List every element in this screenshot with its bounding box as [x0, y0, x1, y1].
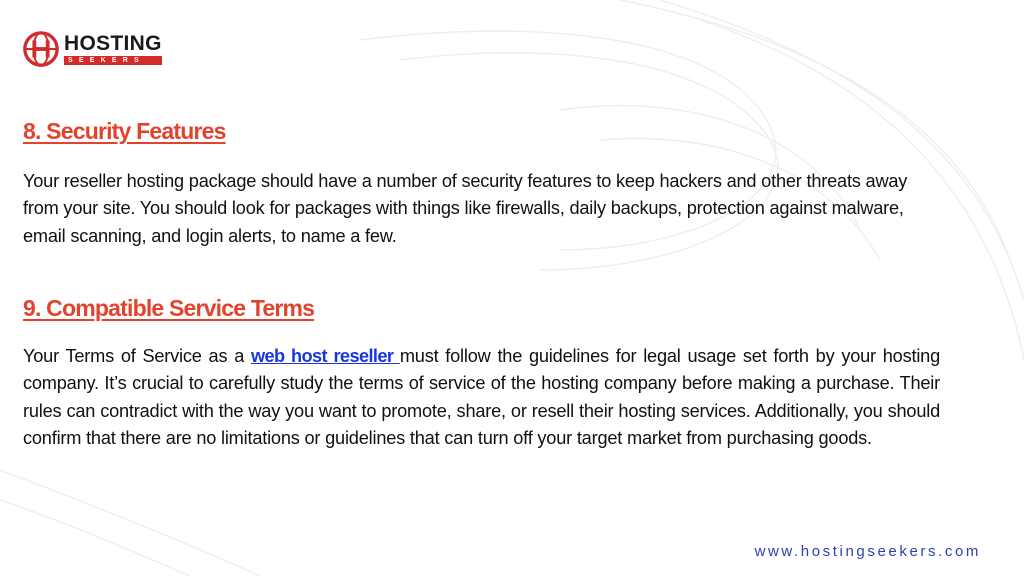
logo-wordmark: HOSTING — [64, 31, 162, 55]
footer-website-link[interactable]: www.hostingseekers.com — [754, 543, 981, 560]
section-heading-compatible-service-terms: 9. Compatible Service Terms — [23, 295, 315, 321]
section-heading-security-features: 8. Security Features — [23, 118, 226, 144]
body-text-after-link: must follow the guidelines for legal usage set forth by your hosting company. It’s crucial to carefully study the terms of service of the hosting company before making a purchase. Their rules can contradict with the way you want to promote, share, or resell their hosting services. Additionally, you should confirm that there are no limitations or guidelines that can turn off your target market from purchasing goods. — [23, 346, 940, 448]
web-host-reseller-link[interactable]: web host reseller — [250, 346, 400, 366]
body-text-before-link: Your Terms of Service as a — [23, 346, 251, 366]
section-body-compatible-service-terms — [23, 343, 940, 452]
logo-globe-icon — [22, 30, 60, 68]
hosting-seekers-logo[interactable] — [22, 30, 162, 68]
logo-tagline: SEEKERS — [64, 56, 162, 65]
section-body-security-features: Your reseller hosting package should have a number of security features to keep hackers and other threats away from your site. You should look for packages with things like firewalls, daily backups, protection against malware, email scanning, and login alerts, to name a few. — [23, 171, 908, 246]
